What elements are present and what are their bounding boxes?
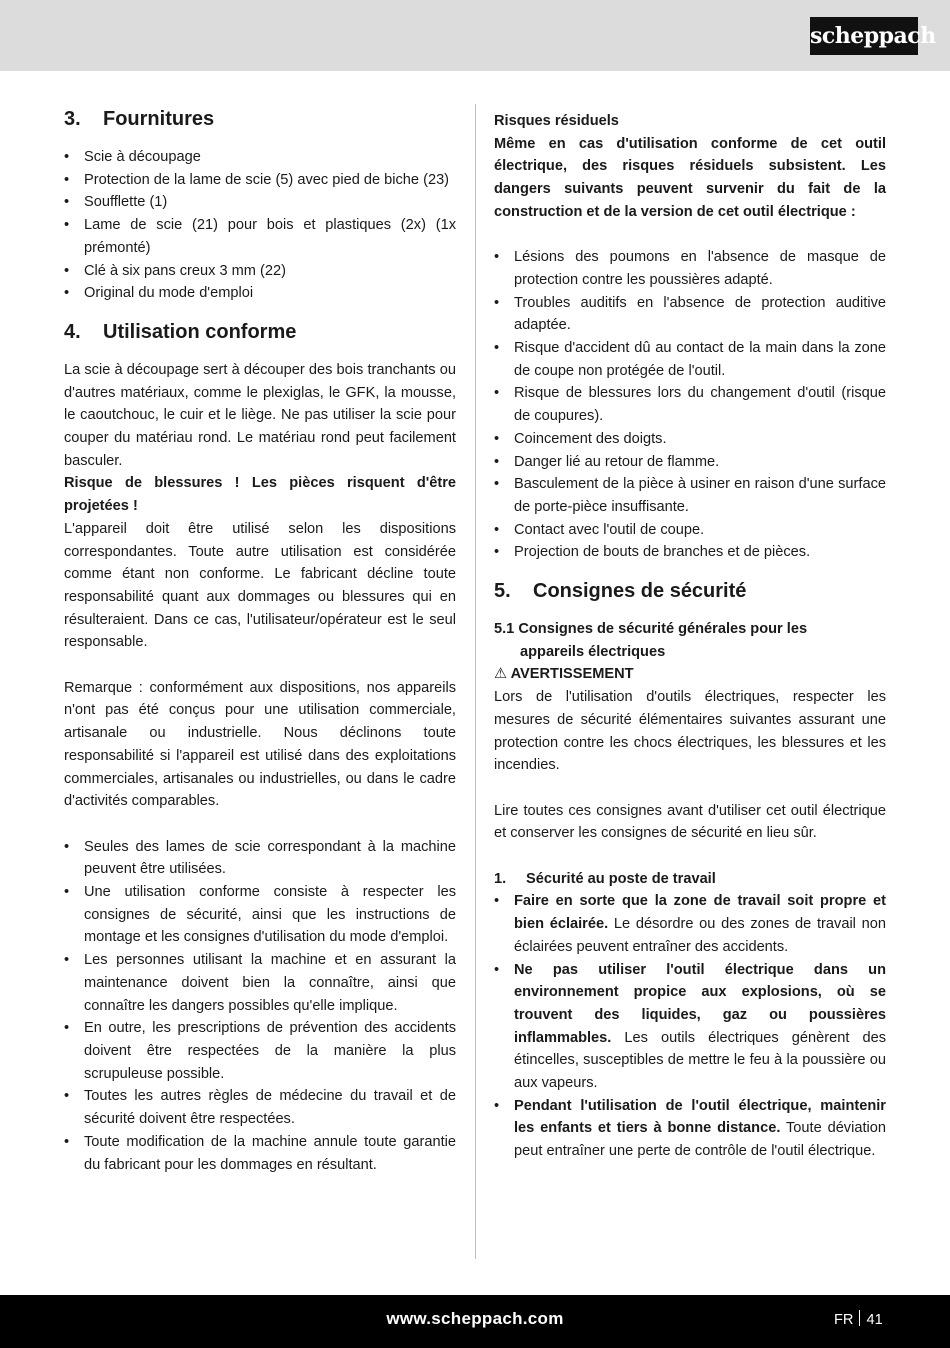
section-number: 4. (64, 320, 81, 343)
list-item: • Risque d'accident dû au contact de la main dans la zone de coupe non protégée de l'outil. (494, 337, 886, 382)
subsection-5-1-heading-cont: appareils électriques (520, 643, 666, 660)
list-item: • Soufflette (1) (64, 191, 456, 214)
item-text: Toute déviation peut entraîner une perte de contrôle de l'outil électrique. (514, 1120, 886, 1160)
item-text: Les outils électriques génèrent des étincelles, susceptibles de mettre le feu à la poussière ou aux vapeurs. (514, 1029, 886, 1092)
list-item: • Clé à six pans creux 3 mm (22) (64, 260, 456, 283)
list-item: • Seules des lames de scie correspondant à la machine peuvent être utilisées. (64, 836, 456, 881)
risks-list (494, 246, 886, 564)
list-item: • Troubles auditifs en l'absence de protection auditive adaptée. (494, 292, 886, 337)
list-item: • Original du mode d'emploi (64, 282, 456, 305)
item-bold-text: Faire en sorte que la zone de travail soit propre et bien éclairée. (514, 893, 886, 933)
list-item: • Scie à découpage (64, 146, 456, 169)
section-number: 5. (494, 580, 511, 603)
remark-paragraph: Remarque : conformément aux dispositions, nos appareils n'ont pas été conçus pour une utilisation commerciale, artisanale ou industrielle. Nous déclinons toute responsabilité si l'appareil est utilisé dans des exploitations commerciales, artisanales ou industrielles, ou dans le cadre d'activités comparables. (64, 679, 456, 810)
paragraph: La scie à découpage sert à découper des bois tranchants ou d'autres matériaux, comme le plexiglas, le GFK, la mousse, le caoutchouc, le cuir et le liège. Ne pas utiliser la scie pour couper du matériau rond. Le matériau rond peut facilement basculer. (64, 361, 456, 469)
list-item: • Risque de blessures lors du changement d'outil (risque de coupures). (494, 382, 886, 427)
item-text: Le désordre ou des zones de travail non éclairées peuvent entraîner des accidents. (514, 916, 887, 955)
paragraph: Lors de l'utilisation d'outils électriques, respecter les mesures de sécurité élémentaires suivantes assurant une protection contre les chocs électriques, les blessures et les incendies. (494, 689, 886, 774)
residual-risks-intro: Même en cas d'utilisation conforme de cet outil électrique, des risques résiduels subsistent. Les dangers suivants peuvent survenir du fait de la construction et de la version de cet outil électrique : (494, 135, 886, 220)
language-code: FR (834, 1312, 854, 1328)
page-footer (0, 1295, 950, 1348)
list-item: • Coincement des doigts. (494, 428, 886, 451)
list-item: • Lame de scie (21) pour bois et plastiques (2x) (1x prémonté) (64, 214, 456, 259)
paragraph: L'appareil doit être utilisé selon les dispositions correspondantes. Toute autre utilisation est considérée comme étant non conforme. Le fabricant décline toute responsabilité quant aux dommages ou blessures qui en résulteraient. Dans ce cas, l'utilisateur/opérateur est le seul responsable. (64, 520, 456, 651)
supplies-list (64, 146, 456, 305)
list-item: • Projection de bouts de branches et de pièces. (494, 541, 886, 564)
subsection-5-1-heading: 5.1 Consignes de sécurité générales pour les (494, 621, 808, 638)
section-number: 3. (64, 108, 81, 130)
warning-label: ⚠ AVERTISSEMENT (494, 666, 634, 683)
section-4-heading (64, 317, 456, 347)
workplace-safety-heading (494, 868, 886, 891)
item-bold-text: Ne pas utiliser l'outil électrique dans un environnement propice aux explosions, où se trouvent des liquides, gaz ou poussières inflammables. (514, 961, 886, 1046)
list-item: • Une utilisation conforme consiste à respecter les consignes de sécurité, ainsi que les instructions de montage et les consignes d'utilisation du mode d'emploi. (64, 881, 456, 949)
list-item: • Toute modification de la machine annule toute garantie du fabricant pour les dommages en résultant. (64, 1131, 456, 1176)
column-divider (475, 104, 476, 1259)
paragraph: Lire toutes ces consignes avant d'utiliser cet outil électrique et conserver les consignes de sécurité en lieu sûr. (494, 802, 886, 842)
list-item (494, 959, 886, 1095)
section-title: Consignes de sécurité (533, 580, 747, 603)
page-number: 41 (866, 1312, 883, 1328)
safety-list (494, 890, 886, 1162)
subsection-title: Sécurité au poste de travail (526, 870, 716, 887)
list-item: • Toutes les autres règles de médecine du travail et de sécurité doivent être respectées. (64, 1085, 456, 1130)
list-item (494, 1095, 886, 1163)
residual-risks-title: Risques résiduels (494, 113, 619, 129)
list-item: • Basculement de la pièce à usiner en raison d'une surface de porte-pièce insuffisante. (494, 473, 886, 518)
list-item: • En outre, les prescriptions de prévention des accidents doivent être respectées de la manière la plus scrupuleuse possible. (64, 1017, 456, 1085)
list-item (494, 890, 886, 958)
left-column (64, 104, 456, 1176)
section-title: Fournitures (103, 108, 215, 130)
item-bold-text: Pendant l'utilisation de l'outil électrique, maintenir les enfants et tiers à bonne distance. (514, 1097, 886, 1137)
subsection-number: 1. (494, 870, 507, 887)
section-title: Utilisation conforme (103, 320, 297, 343)
list-item: • Danger lié au retour de flamme. (494, 451, 886, 474)
separator (859, 1310, 860, 1326)
page-indicator (834, 1310, 883, 1328)
list-item: • Lésions des poumons en l'absence de masque de protection contre les poussières adapté. (494, 246, 886, 291)
list-item: • Protection de la lame de scie (5) avec pied de biche (23) (64, 169, 456, 192)
injury-warning: Risque de blessures ! Les pièces risquent d'être projetées ! (64, 475, 456, 515)
list-item: • Contact avec l'outil de coupe. (494, 519, 886, 542)
page-header (0, 0, 950, 71)
brand-logo: scheppach (810, 17, 918, 55)
usage-list (64, 836, 456, 1177)
section-3-heading (64, 104, 456, 134)
section-5-heading (494, 576, 886, 606)
list-item: • Les personnes utilisant la machine et en assurant la maintenance doivent bien la connaître, ainsi que connaître les dangers possibles qu'elle implique. (64, 949, 456, 1017)
right-column (494, 110, 886, 1163)
website-url: www.scheppach.com (386, 1309, 564, 1328)
